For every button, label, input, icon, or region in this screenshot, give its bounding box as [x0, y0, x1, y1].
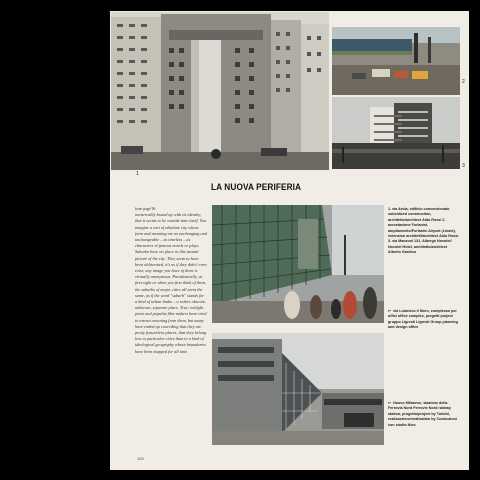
caption-railway-station — [388, 401, 460, 428]
figure-number-1: 1 — [136, 171, 139, 177]
article-body-text: inextricably bound up with its identity, that it seems to lie outside time itself. You imagine a sort of absolute city whose form and meaning are as unchanging and unchangeable – as timeless – as characters in famous novels or plays. Suburbs have no place in this mental picture of the city. They seem to have been obliterated, it's as if they didn't even exist; any image you have of them is virtually anonymous. Paradoxically, at first sight or when you first think of them, the suburbs of major cities all seem the same, as if the word "suburb" stands for a kind of urban limbo – a rather obscure, unknown, separate place. True, twilight poets and populist film-makers have tried to extract meaning from them, but many have ended up conceding that they are pretty featureless places, that they belong less to particular cities than to a kind of ideological geography whose boundaries have been mapped for all time. — [135, 212, 207, 354]
article-heading: LA NUOVA PERIFERIA — [211, 182, 302, 192]
caption-railway-station-text: Nuovo Milanese, stazione della Ferrovia Nord Ferrovie Nord railway station, progetto/project by Turbini, realizzazione/realisation by Costruzioni con studio Nico — [388, 401, 457, 427]
caption-figures-1-3: 1. via Arola, edificio convenzionato subsidized construction, architetto/architect Aldo Rossi 2. aerostazione Forlanini, ampliamento/Forlanini Airport (Linate), extension architetti/architect Aldo Rossi 3. via Manzoni 131, Albergo Novotel/ Novotel Hotel, architetto/architect Alberto Gardino — [388, 207, 459, 255]
photo-novotel-hotel — [332, 97, 460, 169]
photo-airport-extension — [332, 27, 460, 95]
continued-from-note: from page 96 — [135, 207, 156, 211]
photo-office-complex — [212, 205, 384, 323]
caption-office-complex-text: via Lodovico il Moro, complesso per uffici office complex, progetti project gruppo Ligresti Ligresti Group planning and design office — [388, 309, 458, 330]
photo-railway-station — [212, 333, 384, 445]
caption-arrow-icon: ↩ — [388, 309, 392, 313]
photo-residential-building — [111, 12, 329, 170]
figure-number-3: 3 — [462, 163, 465, 169]
caption-arrow-icon: ↩ — [388, 401, 392, 405]
figure-number-2: 2 — [462, 79, 465, 85]
article-body — [135, 206, 207, 355]
caption-office-complex — [388, 309, 460, 331]
page-number: 100 — [137, 456, 144, 461]
magazine-page — [110, 11, 469, 470]
